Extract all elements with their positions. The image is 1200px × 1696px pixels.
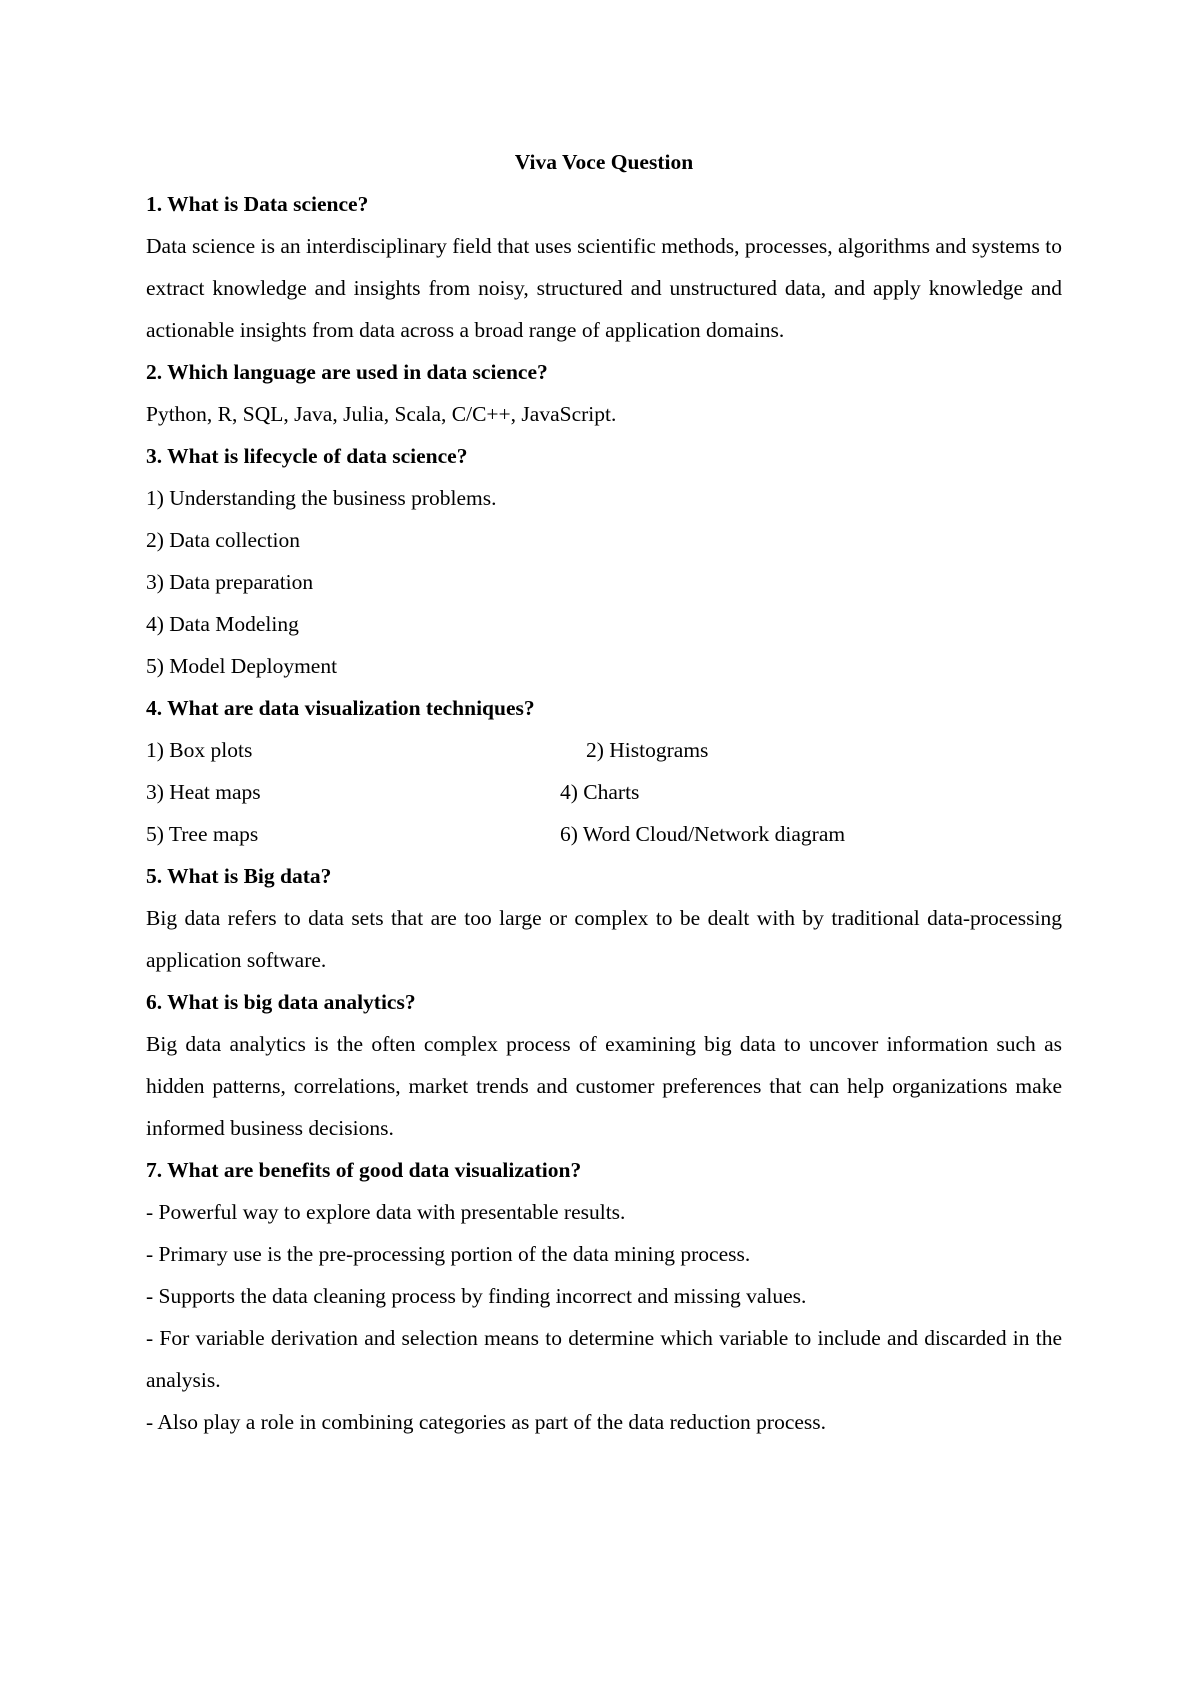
- question-7: 7. What are benefits of good data visualization?: [146, 1158, 582, 1182]
- answer-5: Big data refers to data sets that are too large or complex to be dealt with by traditional data-processing application software.: [146, 906, 1062, 972]
- lifecycle-item: 4) Data Modeling: [146, 612, 299, 636]
- answer-2: Python, R, SQL, Java, Julia, Scala, C/C++, JavaScript.: [146, 402, 617, 426]
- question-5: 5. What is Big data?: [146, 864, 332, 888]
- technique-item: 2) Histograms: [586, 738, 709, 762]
- technique-item: 3) Heat maps: [146, 780, 261, 804]
- technique-row: [146, 813, 1062, 855]
- question-3: 3. What is lifecycle of data science?: [146, 444, 468, 468]
- technique-item: 1) Box plots: [146, 738, 253, 762]
- question-1: 1. What is Data science?: [146, 192, 369, 216]
- question-4: 4. What are data visualization techniques?: [146, 696, 535, 720]
- question-2: 2. Which language are used in data science?: [146, 360, 548, 384]
- lifecycle-item: 5) Model Deployment: [146, 654, 338, 678]
- lifecycle-item: 1) Understanding the business problems.: [146, 486, 497, 510]
- document-body: [146, 141, 1062, 1443]
- technique-row: [146, 729, 1062, 771]
- page-title: Viva Voce Question: [514, 150, 694, 174]
- benefit-item: - Also play a role in combining categories as part of the data reduction process.: [146, 1410, 827, 1434]
- benefit-item: - Primary use is the pre-processing portion of the data mining process.: [146, 1242, 751, 1266]
- answer-6: Big data analytics is the often complex process of examining big data to uncover information such as hidden patterns, correlations, market trends and customer preferences that can help organizations make informed business decisions.: [146, 1032, 1062, 1140]
- answer-1: Data science is an interdisciplinary field that uses scientific methods, processes, algorithms and systems to extract knowledge and insights from noisy, structured and unstructured data, and apply knowledge and actionable insights from data across a broad range of application domains.: [146, 234, 1062, 342]
- technique-item: 4) Charts: [560, 780, 640, 804]
- technique-item: 6) Word Cloud/Network diagram: [560, 822, 846, 846]
- benefit-item: - Powerful way to explore data with presentable results.: [146, 1200, 626, 1224]
- benefit-item: - Supports the data cleaning process by finding incorrect and missing values.: [146, 1284, 807, 1308]
- technique-row: [146, 771, 1062, 813]
- technique-item: 5) Tree maps: [146, 822, 259, 846]
- benefit-item: - For variable derivation and selection means to determine which variable to include and discarded in the analysis.: [146, 1326, 1062, 1392]
- question-6: 6. What is big data analytics?: [146, 990, 416, 1014]
- lifecycle-item: 3) Data preparation: [146, 570, 314, 594]
- lifecycle-item: 2) Data collection: [146, 528, 301, 552]
